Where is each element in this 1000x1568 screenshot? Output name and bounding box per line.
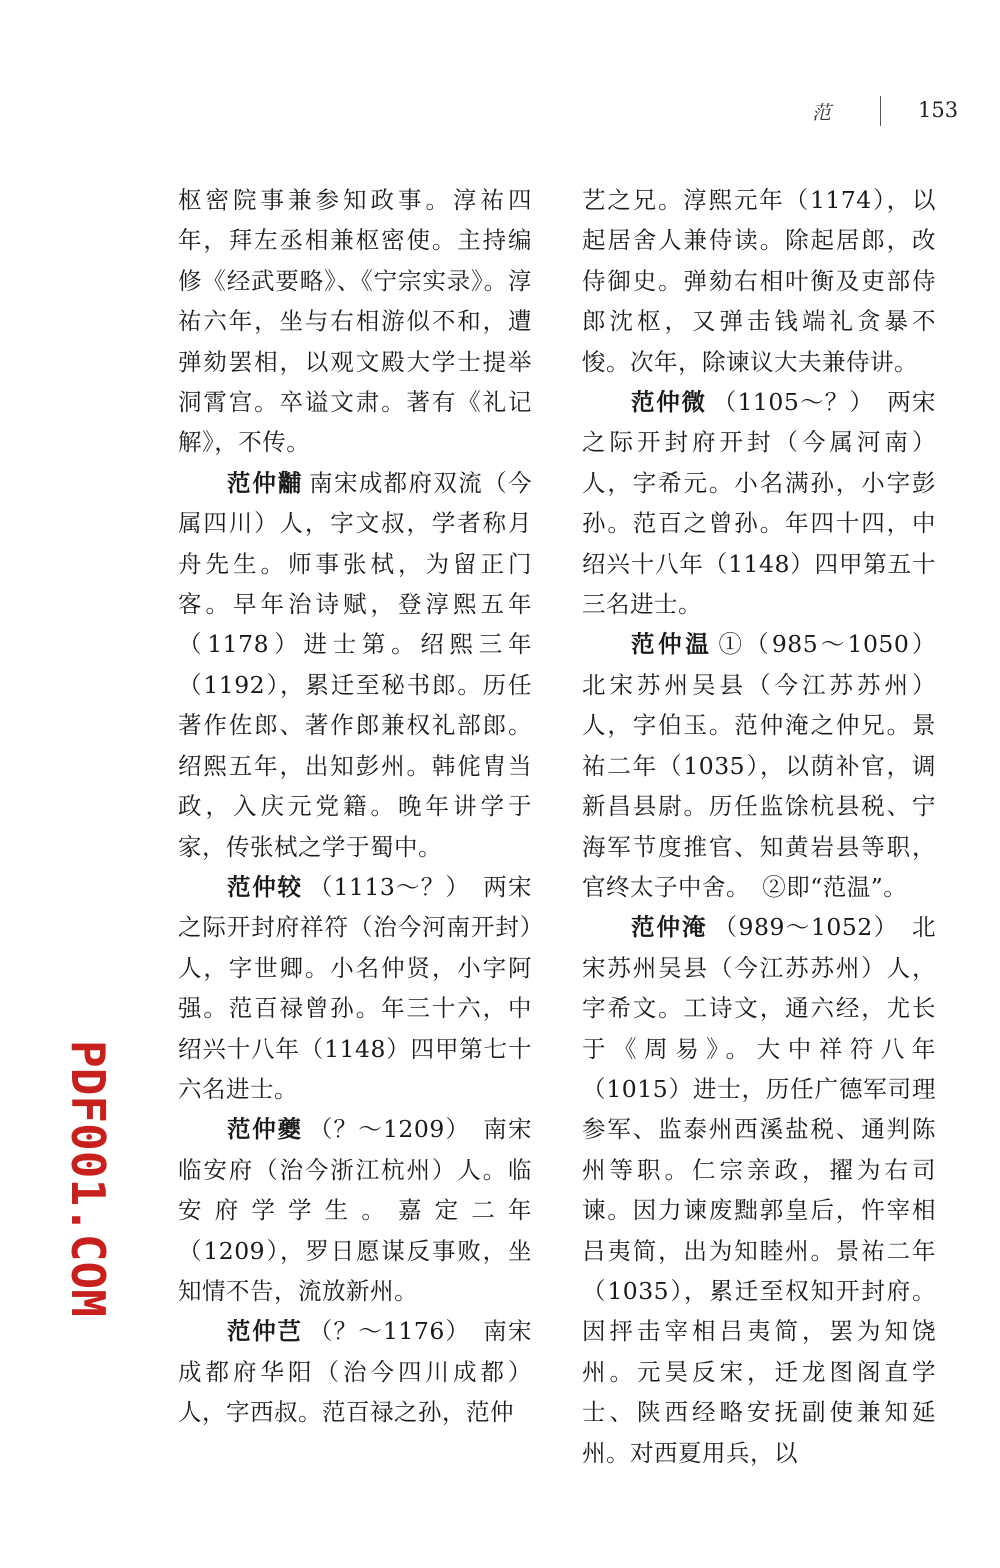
- watermark-text: PDF001.COM: [61, 1040, 115, 1317]
- entry-text: （1113～？） 两宋之际开封府祥符（治今河南开封）人，字世卿。小名仲贤，小字阿强。范百禄曾孙。年三十六，中绍兴十八年（1148）四甲第七十六名进士。: [178, 872, 532, 1103]
- left-column: [178, 180, 532, 1433]
- continuation-paragraph: [582, 180, 936, 382]
- entry-headword: 范仲微: [631, 388, 707, 417]
- header-divider: [880, 96, 881, 126]
- entry-headword: 范仲温: [631, 630, 713, 659]
- entry-headword: 范仲较: [227, 872, 303, 901]
- entry-headword: 范仲黼: [227, 468, 304, 497]
- dictionary-entry: [178, 867, 532, 1109]
- entry-text: （？～1176） 南宋成都府华阳（治今四川成都）人，字西叔。范百禄之孙，范仲: [178, 1317, 532, 1427]
- page-number: 153: [918, 98, 959, 122]
- entry-headword: 范仲淹: [631, 913, 708, 942]
- entry-text: 枢密院事兼参知政事。淳祐四年，拜左丞相兼枢密使。主持编修《经武要略》、《宁宗实录》。淳祐六年，坐与右相游似不和，遭弹劾罢相，以观文殿大学士提举洞霄宫。卒谥文肃。著有《礼记解》，不传。: [178, 186, 532, 457]
- dictionary-entry: [178, 463, 532, 867]
- dictionary-entry: [178, 1311, 532, 1432]
- section-character: 范: [812, 102, 832, 124]
- dictionary-entry: [582, 624, 936, 907]
- running-header: [0, 96, 1000, 130]
- entry-text: （1105～？） 两宋之际开封府开封（今属河南）人，字希元。小名满孙，小字彭孙。范百之曾孙。年四十四，中绍兴十八年（1148）四甲第五十三名进士。: [582, 388, 936, 619]
- continuation-paragraph: [178, 180, 532, 463]
- dictionary-entry: [582, 382, 936, 624]
- right-column: [582, 180, 936, 1473]
- entry-text: （？～1209） 南宋临安府（治今浙江杭州）人。临安府学学生。嘉定二年（1209），罗日愿谋反事败，坐知情不告，流放新州。: [178, 1115, 532, 1305]
- entry-text: 南宋成都府双流（今属四川）人，字文叔，学者称月舟先生。师事张栻，为留正门客。早年治诗赋，登淳熙五年（1178）进士第。绍熙三年（1192），累迁至秘书郎。历任著作佐郎、著作郎兼权礼部郎。绍熙五年，出知彭州。韩侂胄当政，入庆元党籍。晚年讲学于家，传张栻之学于蜀中。: [178, 468, 533, 861]
- entry-text: 艺之兄。淳熙元年（1174），以起居舍人兼侍读。除起居郎，改侍御史。弹劾右相叶衡及吏部侍郎沈枢，又弹击钱端礼贪暴不悛。次年，除谏议大夫兼侍讲。: [582, 186, 936, 376]
- entry-headword: 范仲芑: [227, 1317, 303, 1346]
- entry-text: （989～1052） 北宋苏州吴县（今江苏苏州）人，字希文。工诗文，通六经，尤长于《周易》。大中祥符八年（1015）进士，历任广德军司理参军、监泰州西溪盐税、通判陈州等职。仁宗亲政，擢为右司谏。因力谏废黜郭皇后，忤宰相吕夷简，出为知睦州。景祐二年（1035），累迁至权知开封府。因抨击宰相吕夷简，罢为知饶州。元昊反宋，迁龙图阁直学士、陕西经略安抚副使兼知延州。对西夏用兵，以: [582, 913, 936, 1467]
- site-watermark: [60, 1040, 116, 1320]
- entry-headword: 范仲夔: [227, 1115, 303, 1144]
- dictionary-entry: [178, 1109, 532, 1311]
- entry-text: ①（985～1050）北宋苏州吴县（今江苏苏州）人，字伯玉。范仲淹之仲兄。景祐二年（1035），以荫补官，调新昌县尉。历任监馀杭县税、宁海军节度推官、知黄岩县等职，官终太子中舍。 ②即“范温”。: [582, 630, 936, 901]
- dictionary-entry: [582, 907, 936, 1473]
